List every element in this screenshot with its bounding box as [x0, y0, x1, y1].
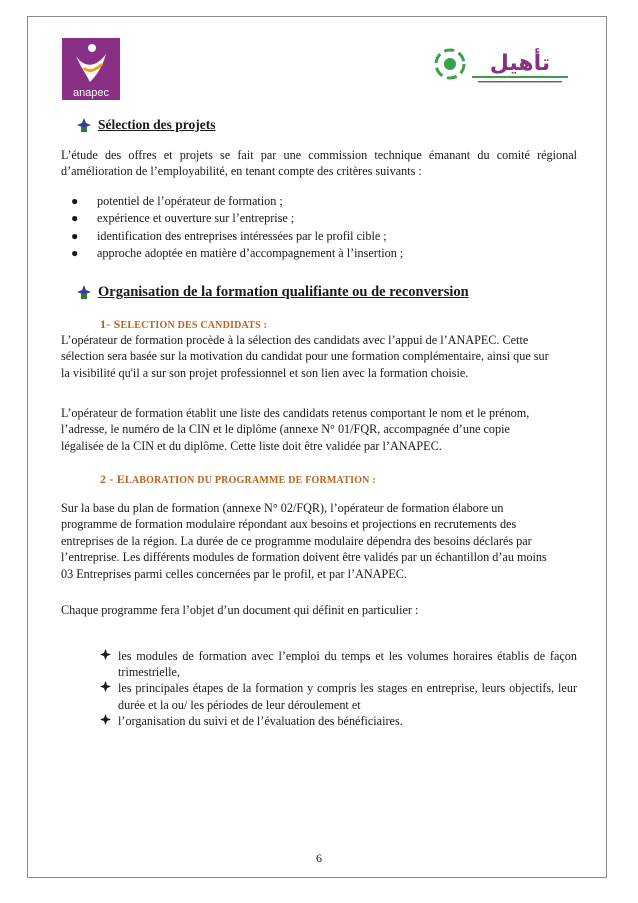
- text-line: L’étude des offres et projets se fait par une commission technique émanant du comité régional: [61, 148, 577, 162]
- program-contents-list: [100, 648, 577, 729]
- text-line: programme de formation modulaire répondant aux besoins et projections en recrutements des: [61, 517, 517, 532]
- bullet-dot-icon: ●: [71, 194, 79, 208]
- list-item-text: les modules de formation avec l’emploi du temps et les volumes horaires établis de façon trimestrielle,: [118, 649, 577, 680]
- candidate-selection-paragraph: [61, 332, 577, 381]
- text-line: 03 Entreprises parmi celles concernées par le profil, et par l’ANAPEC.: [61, 566, 407, 581]
- text-line: Chaque programme fera l’objet d’un document qui définit en particulier :: [61, 603, 419, 617]
- bullet-dot-icon: ●: [71, 245, 79, 260]
- list-item: [61, 228, 577, 245]
- list-item-text: les principales étapes de la formation y compris les stages en entreprise, leurs objectifs, leur durée et la ou/ les périodes de leur déroulement et: [118, 681, 577, 712]
- subheading-prefix: 1- S: [100, 317, 121, 331]
- list-item: [100, 680, 577, 712]
- taahil-logo-text: تأهيل: [489, 51, 551, 76]
- subheading-prefix: 2 - E: [100, 472, 125, 486]
- heading-bullet-icon: [77, 118, 91, 132]
- text-line: l’entreprise. Les différents modules de formation doivent être validés par un échantillon d’au moins: [61, 550, 547, 565]
- list-item-text: l’organisation du suivi et de l’évaluation des bénéficiaires.: [118, 713, 403, 728]
- text-line: légalisée de la CIN et du diplôme. Cette liste doit être validée par l’ANAPEC.: [61, 438, 442, 453]
- diamond-bullet-icon: [100, 714, 111, 725]
- list-item-text: expérience et ouverture sur l’entreprise ;: [97, 211, 295, 226]
- list-item: [61, 245, 577, 262]
- diamond-bullet-icon: [100, 649, 111, 660]
- text-line: Sur la base du plan de formation (annexe N° 02/FQR), l’opérateur de formation élabore un: [61, 501, 504, 515]
- text-line: sélection sera basée sur la motivation du candidat pour une formation complémentaire, ainsi que sur: [61, 349, 549, 364]
- text-line: l’adresse, le numéro de la CIN et le diplôme (annexe N° 01/FQR, accompagnée d’une copie: [61, 422, 510, 437]
- criteria-list: [61, 193, 577, 262]
- document-intro-paragraph: [61, 602, 577, 618]
- text-line: la visibilité qu'il a sur son projet professionnel et son lien avec la formation choisie.: [61, 365, 469, 380]
- text-line: d’amélioration de l’employabilité, en tenant compte des critères suivants :: [61, 164, 422, 179]
- anapec-logo-text: anapec: [72, 87, 110, 99]
- text-line: entreprises de la région. La durée de ce programme modulaire dépendra des besoins déclarés par: [61, 533, 532, 548]
- subheading-candidate-selection: [100, 317, 267, 332]
- text-line: L’opérateur de formation établit une liste des candidats retenus comportant le nom et le prénom,: [61, 406, 530, 420]
- list-item: [61, 193, 577, 210]
- program-paragraph: [61, 500, 577, 582]
- list-item: [100, 713, 577, 729]
- list-item: [100, 648, 577, 680]
- text-line: L’opérateur de formation procède à la sélection des candidats avec l’appui de l’ANAPEC. Cette: [61, 333, 529, 347]
- list-item-text: potentiel de l’opérateur de formation ;: [97, 194, 283, 208]
- diamond-bullet-icon: [100, 681, 111, 692]
- bullet-dot-icon: ●: [71, 211, 79, 226]
- candidate-list-paragraph: [61, 405, 577, 454]
- subheading-rest: LABORATION DU PROGRAMME DE FORMATION :: [125, 475, 376, 486]
- list-item: [61, 210, 577, 227]
- selection-intro: [61, 147, 577, 180]
- list-item-text: approche adoptée en matière d’accompagnement à l’insertion ;: [97, 245, 404, 260]
- list-item-text: identification des entreprises intéressées par le profil cible ;: [97, 228, 387, 243]
- heading-bullet-icon: [77, 285, 91, 299]
- subheading-program-elaboration: [100, 472, 376, 487]
- section-title-selection: Sélection des projets: [98, 117, 216, 132]
- section-title-organisation: Organisation de la formation qualifiante ou de reconversion: [98, 284, 469, 300]
- subheading-rest: ELECTION DES CANDIDATS :: [120, 320, 268, 331]
- page-number: 6: [316, 851, 322, 865]
- anapec-logo: [62, 38, 120, 100]
- taahil-logo: [430, 40, 574, 88]
- bullet-dot-icon: ●: [71, 228, 79, 243]
